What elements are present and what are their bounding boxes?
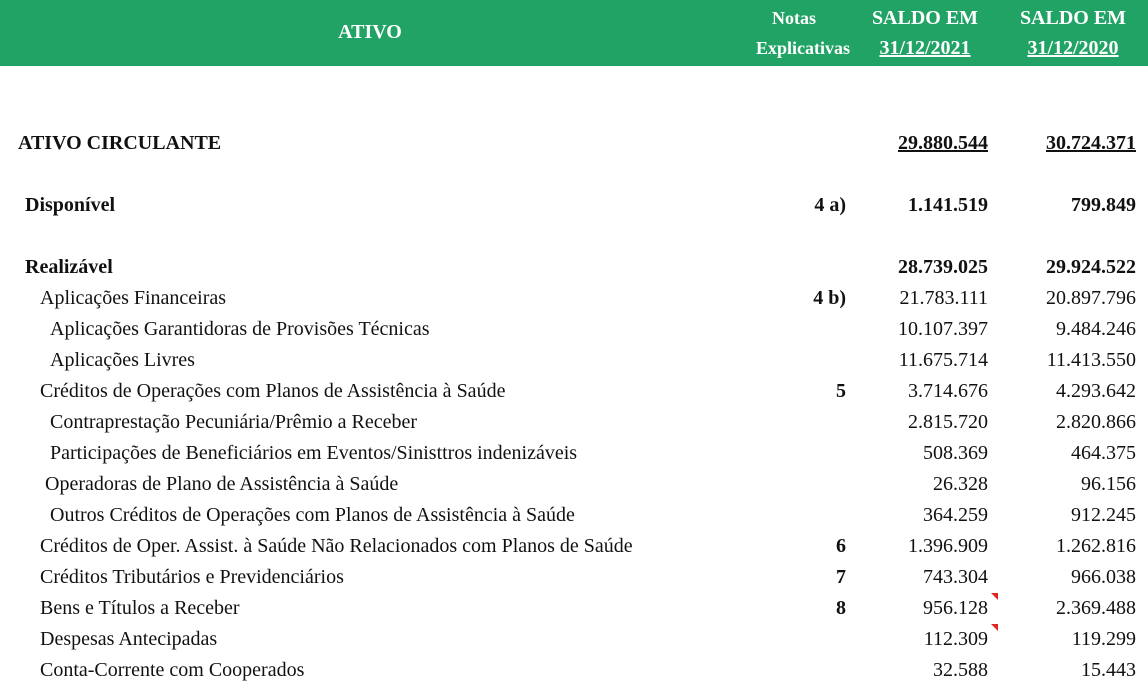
row-note: 5 (836, 380, 846, 402)
row-participacoes (0, 438, 1148, 468)
header-explicativas: Explicativas (755, 38, 850, 58)
row-despesas-antecipadas (0, 624, 1148, 654)
row-label: Aplicações Financeiras (40, 287, 227, 309)
row-value-2021: 21.783.111 (899, 287, 988, 309)
row-label: Outros Créditos de Operações com Planos de Assistência à Saúde (50, 504, 575, 526)
row-note: 4 b) (813, 287, 846, 309)
row-label: Créditos de Oper. Assist. à Saúde Não Relacionados com Planos de Saúde (40, 535, 633, 557)
row-creditos-operacoes (0, 376, 1148, 406)
row-label: Créditos de Operações com Planos de Assistência à Saúde (40, 380, 506, 402)
row-value-2021: 28.739.025 (898, 256, 988, 278)
row-value-2020: 966.038 (1071, 566, 1136, 588)
row-value-2020: 912.245 (1071, 504, 1136, 526)
row-aplicacoes-garantidoras (0, 314, 1148, 344)
row-value-2020: 2.820.866 (1056, 411, 1136, 433)
row-note: 4 a) (814, 194, 846, 216)
row-value-2020: 799.849 (1071, 194, 1136, 216)
row-ativo-circulante (0, 128, 1148, 158)
row-bens-titulos (0, 593, 1148, 623)
row-value-2020: 464.375 (1071, 442, 1136, 464)
row-label: Aplicações Livres (50, 349, 195, 371)
header-saldo-2020-date: 31/12/2020 (1027, 37, 1119, 59)
row-conta-corrente (0, 655, 1148, 685)
row-value-2021: 1.396.909 (908, 535, 988, 557)
row-note: 7 (836, 566, 846, 588)
row-label: Créditos Tributários e Previdenciários (40, 566, 344, 588)
row-label: Participações de Beneficiários em Eventos/Sinisttros indenizáveis (50, 442, 578, 464)
row-value-2020: 9.484.246 (1056, 318, 1136, 340)
row-value-2020: 96.156 (1081, 473, 1136, 495)
row-value-2020: 11.413.550 (1046, 349, 1136, 371)
header-saldo-2021-date: 31/12/2021 (879, 37, 971, 59)
row-note: 8 (836, 597, 846, 619)
row-value-2021: 2.815.720 (908, 411, 988, 433)
header-saldo-2021-line1: SALDO EM (871, 7, 979, 29)
row-creditos-tributarios (0, 562, 1148, 592)
row-aplicacoes-livres (0, 345, 1148, 375)
row-creditos-nao-relacionados (0, 531, 1148, 561)
row-realizavel (0, 252, 1148, 282)
row-label: Bens e Títulos a Receber (40, 597, 240, 619)
row-label: ATIVO CIRCULANTE (18, 132, 222, 154)
row-value-2020: 20.897.796 (1046, 287, 1136, 309)
row-value-2020: 119.299 (1071, 628, 1136, 650)
row-value-2021: 956.128 (923, 597, 988, 619)
row-label: Realizável (25, 256, 113, 278)
row-value-2021: 112.309 (923, 628, 988, 650)
row-value-2020: 1.262.816 (1056, 535, 1136, 557)
header-ativo: ATIVO (338, 21, 402, 43)
header-notas: Notas (772, 8, 816, 28)
row-value-2021: 10.107.397 (898, 318, 988, 340)
row-value-2021: 3.714.676 (908, 380, 988, 402)
row-label: Operadoras de Plano de Assistência à Saúde (45, 473, 399, 495)
row-value-2021: 1.141.519 (908, 194, 988, 216)
row-label: Aplicações Garantidoras de Provisões Técnicas (50, 318, 430, 340)
row-label: Despesas Antecipadas (40, 628, 218, 650)
row-contraprestacao (0, 407, 1148, 437)
row-value-2021: 26.328 (933, 473, 988, 495)
row-label: Contraprestação Pecuniária/Prêmio a Receber (50, 411, 418, 433)
header-saldo-2020-line1: SALDO EM (1019, 7, 1127, 29)
row-outros-creditos (0, 500, 1148, 530)
row-value-2021: 32.588 (933, 659, 988, 681)
row-value-2021: 364.259 (923, 504, 988, 526)
row-value-2021: 508.369 (923, 442, 988, 464)
table-header (0, 0, 1148, 66)
cell-comment-indicator[interactable] (991, 624, 998, 631)
row-value-2020: 2.369.488 (1056, 597, 1136, 619)
row-value-2020: 30.724.371 (1046, 132, 1136, 154)
row-operadoras (0, 469, 1148, 499)
row-aplicacoes-financeiras (0, 283, 1148, 313)
row-value-2021: 29.880.544 (898, 132, 988, 154)
row-label: Disponível (25, 194, 116, 216)
row-label: Conta-Corrente com Cooperados (40, 659, 305, 681)
row-note: 6 (836, 535, 846, 557)
row-value-2020: 29.924.522 (1046, 256, 1136, 278)
cell-comment-indicator[interactable] (991, 593, 998, 600)
row-value-2021: 11.675.714 (898, 349, 988, 371)
row-disponivel (0, 190, 1148, 220)
row-value-2021: 743.304 (923, 566, 988, 588)
row-value-2020: 15.443 (1081, 659, 1136, 681)
row-value-2020: 4.293.642 (1056, 380, 1136, 402)
